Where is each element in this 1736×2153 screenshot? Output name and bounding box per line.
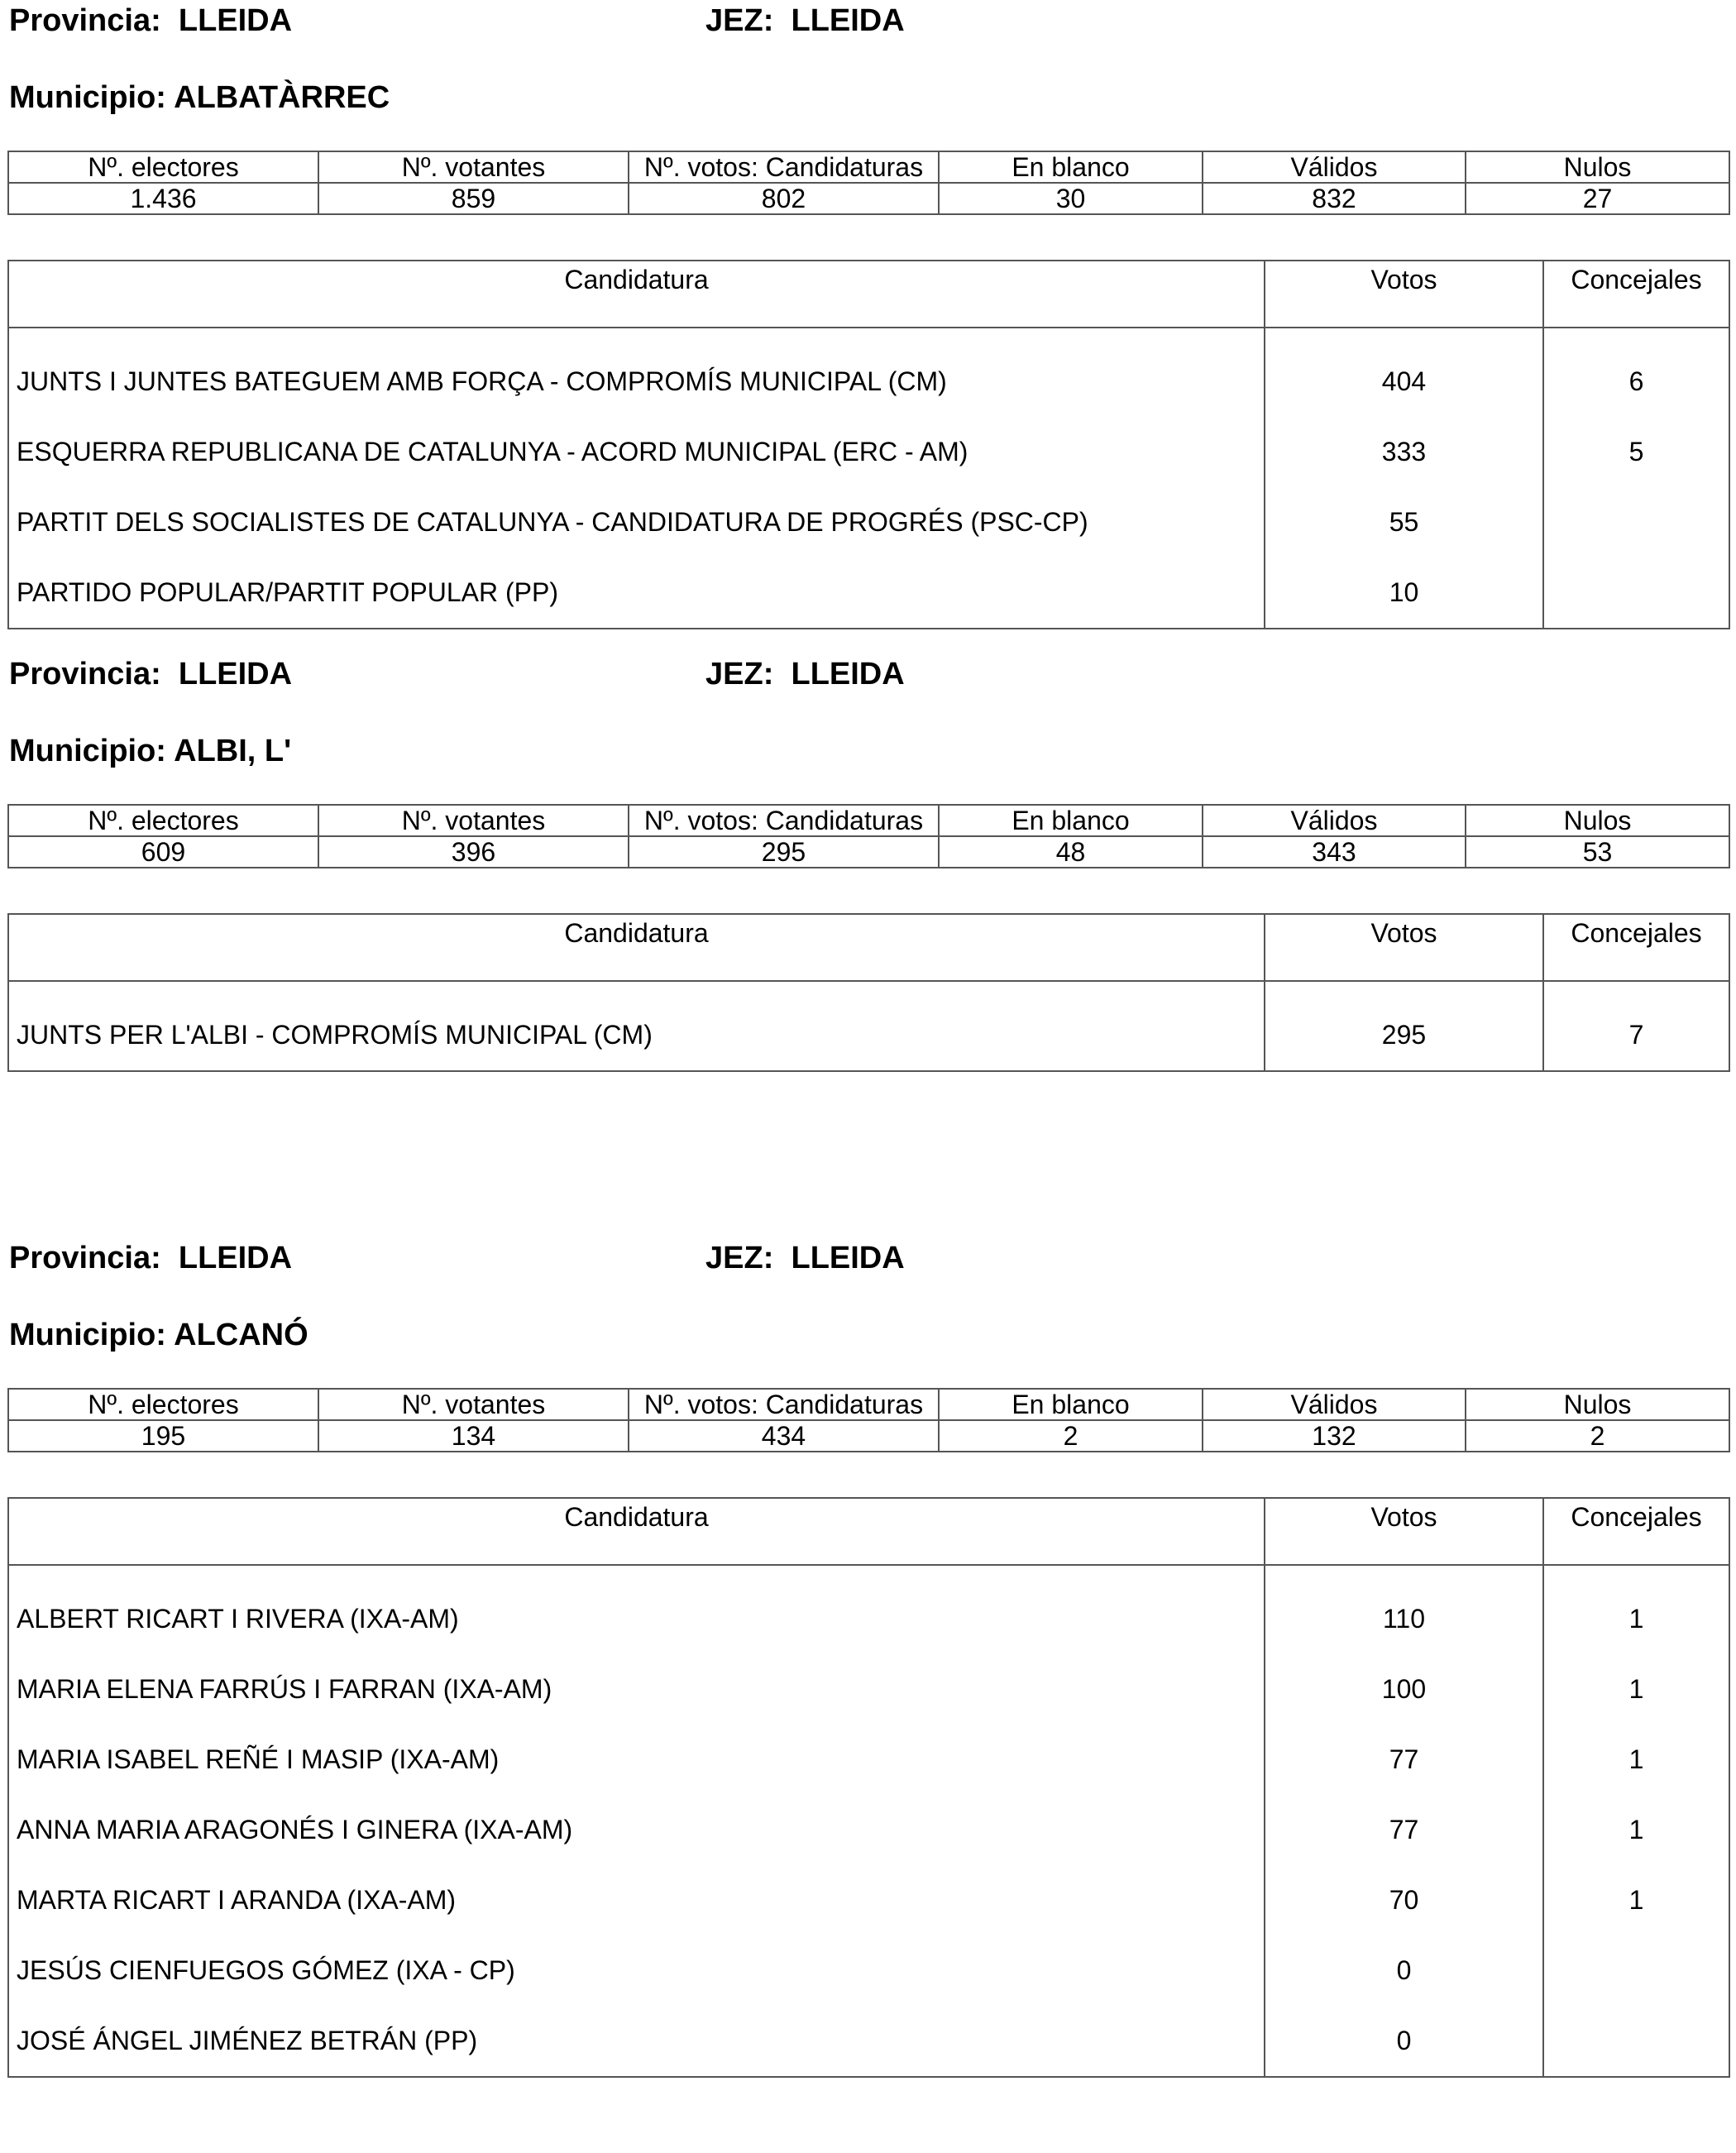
stats-votantes: 396 (318, 836, 629, 868)
stats-header-votos-candidaturas: Nº. votos: Candidaturas (629, 805, 939, 836)
provincia-label: Provincia: (9, 657, 161, 691)
municipio-heading (9, 733, 291, 769)
candidate-votos: 404 (1265, 328, 1543, 417)
stats-header-electores: Nº. electores (8, 1389, 318, 1420)
candidate-name: ANNA MARIA ARAGONÉS I GINERA (IXA-AM) (8, 1795, 1265, 1865)
jez-heading (705, 656, 905, 692)
candidate-votos: 10 (1265, 557, 1543, 629)
candidate-votos: 110 (1265, 1565, 1543, 1654)
stats-validos: 132 (1203, 1420, 1466, 1452)
candidate-name: PARTIT DELS SOCIALISTES DE CATALUNYA - CANDIDATURA DE PROGRÉS (PSC-CP) (8, 487, 1265, 557)
stats-table (7, 1388, 1730, 1452)
candidate-concejales: 1 (1543, 1654, 1729, 1725)
municipio-label: Municipio: (9, 1318, 166, 1352)
candidate-row (8, 1935, 1729, 2006)
stats-en-blanco: 30 (939, 183, 1203, 214)
candidate-concejales: 5 (1543, 417, 1729, 487)
stats-votos-candidaturas: 295 (629, 836, 939, 868)
candidate-row (8, 557, 1729, 629)
municipio-value: ALCANÓ (174, 1318, 308, 1352)
candidate-concejales (1543, 487, 1729, 557)
candidate-name: JESÚS CIENFUEGOS GÓMEZ (IXA - CP) (8, 1935, 1265, 2006)
candidate-row (8, 328, 1729, 417)
candidate-votos: 70 (1265, 1865, 1543, 1935)
candidate-votos: 77 (1265, 1795, 1543, 1865)
stats-electores: 1.436 (8, 183, 318, 214)
stats-nulos: 2 (1466, 1420, 1729, 1452)
jez-label: JEZ: (705, 3, 774, 38)
candidatura-header: Candidatura (8, 914, 1265, 981)
stats-votantes: 859 (318, 183, 629, 214)
stats-en-blanco: 2 (939, 1420, 1203, 1452)
stats-header-votantes: Nº. votantes (318, 805, 629, 836)
provincia-label: Provincia: (9, 3, 161, 38)
candidate-name: JUNTS PER L'ALBI - COMPROMÍS MUNICIPAL (CM) (8, 981, 1265, 1071)
candidate-concejales: 6 (1543, 328, 1729, 417)
candidate-row (8, 1725, 1729, 1795)
municipio-label: Municipio: (9, 734, 166, 768)
stats-nulos: 27 (1466, 183, 1729, 214)
candidates-table (7, 1497, 1730, 2078)
candidates-table (7, 260, 1730, 629)
candidate-name: MARIA ISABEL REÑÉ I MASIP (IXA-AM) (8, 1725, 1265, 1795)
stats-votos-candidaturas: 802 (629, 183, 939, 214)
stats-header-en-blanco: En blanco (939, 805, 1203, 836)
municipio-value: ALBI, L' (174, 734, 292, 768)
stats-nulos: 53 (1466, 836, 1729, 868)
candidate-concejales: 1 (1543, 1565, 1729, 1654)
candidate-name: MARTA RICART I ARANDA (IXA-AM) (8, 1865, 1265, 1935)
stats-header-nulos: Nulos (1466, 151, 1729, 183)
candidate-row (8, 981, 1729, 1071)
concejales-header: Concejales (1543, 1498, 1729, 1565)
candidate-concejales (1543, 2006, 1729, 2077)
stats-header-nulos: Nulos (1466, 1389, 1729, 1420)
municipio-value: ALBATÀRREC (174, 80, 390, 115)
stats-header-electores: Nº. electores (8, 151, 318, 183)
municipio-heading (9, 79, 390, 116)
stats-header-votos-candidaturas: Nº. votos: Candidaturas (629, 1389, 939, 1420)
provincia-heading (9, 2, 292, 39)
votos-header: Votos (1265, 261, 1543, 328)
candidate-row (8, 1865, 1729, 1935)
stats-header-votantes: Nº. votantes (318, 1389, 629, 1420)
stats-header-row (8, 151, 1729, 183)
stats-validos: 832 (1203, 183, 1466, 214)
provincia-value: LLEIDA (178, 3, 293, 38)
stats-header-votantes: Nº. votantes (318, 151, 629, 183)
stats-table (7, 804, 1730, 868)
stats-header-row (8, 805, 1729, 836)
stats-votantes: 134 (318, 1420, 629, 1452)
candidates-header-row (8, 261, 1729, 328)
stats-value-row (8, 836, 1729, 868)
stats-value-row (8, 1420, 1729, 1452)
stats-table (7, 151, 1730, 215)
jez-label: JEZ: (705, 657, 774, 691)
stats-en-blanco: 48 (939, 836, 1203, 868)
provincia-value: LLEIDA (178, 657, 293, 691)
municipio-heading (9, 1317, 308, 1353)
jez-label: JEZ: (705, 1241, 774, 1275)
jez-value: LLEIDA (791, 657, 905, 691)
jez-heading (705, 2, 905, 39)
candidate-row (8, 1565, 1729, 1654)
candidate-votos: 100 (1265, 1654, 1543, 1725)
candidate-name: MARIA ELENA FARRÚS I FARRAN (IXA-AM) (8, 1654, 1265, 1725)
jez-value: LLEIDA (791, 1241, 905, 1275)
candidate-row (8, 487, 1729, 557)
candidate-votos: 0 (1265, 1935, 1543, 2006)
provincia-heading (9, 656, 292, 692)
candidate-concejales: 1 (1543, 1725, 1729, 1795)
concejales-header: Concejales (1543, 261, 1729, 328)
candidate-concejales (1543, 557, 1729, 629)
candidate-votos: 333 (1265, 417, 1543, 487)
provincia-value: LLEIDA (178, 1241, 293, 1275)
candidate-name: PARTIDO POPULAR/PARTIT POPULAR (PP) (8, 557, 1265, 629)
stats-header-validos: Válidos (1203, 805, 1466, 836)
provincia-label: Provincia: (9, 1241, 161, 1275)
candidate-votos: 295 (1265, 981, 1543, 1071)
municipio-label: Municipio: (9, 80, 166, 115)
stats-header-row (8, 1389, 1729, 1420)
candidates-header-row (8, 914, 1729, 981)
candidate-concejales: 1 (1543, 1795, 1729, 1865)
candidate-concejales: 1 (1543, 1865, 1729, 1935)
candidate-votos: 55 (1265, 487, 1543, 557)
stats-header-nulos: Nulos (1466, 805, 1729, 836)
stats-header-electores: Nº. electores (8, 805, 318, 836)
candidate-concejales (1543, 1935, 1729, 2006)
candidatura-header: Candidatura (8, 1498, 1265, 1565)
candidates-header-row (8, 1498, 1729, 1565)
votos-header: Votos (1265, 914, 1543, 981)
candidate-votos: 77 (1265, 1725, 1543, 1795)
candidate-name: ESQUERRA REPUBLICANA DE CATALUNYA - ACORD MUNICIPAL (ERC - AM) (8, 417, 1265, 487)
candidate-name: ALBERT RICART I RIVERA (IXA-AM) (8, 1565, 1265, 1654)
jez-value: LLEIDA (791, 3, 905, 38)
stats-header-en-blanco: En blanco (939, 151, 1203, 183)
votos-header: Votos (1265, 1498, 1543, 1565)
stats-header-validos: Válidos (1203, 151, 1466, 183)
candidate-votos: 0 (1265, 2006, 1543, 2077)
provincia-heading (9, 1240, 292, 1276)
candidate-row (8, 1654, 1729, 1725)
candidatura-header: Candidatura (8, 261, 1265, 328)
candidates-table (7, 913, 1730, 1072)
candidate-name: JUNTS I JUNTES BATEGUEM AMB FORÇA - COMPROMÍS MUNICIPAL (CM) (8, 328, 1265, 417)
candidate-row (8, 417, 1729, 487)
stats-header-en-blanco: En blanco (939, 1389, 1203, 1420)
candidate-concejales: 7 (1543, 981, 1729, 1071)
candidate-row (8, 1795, 1729, 1865)
stats-value-row (8, 183, 1729, 214)
stats-header-validos: Válidos (1203, 1389, 1466, 1420)
concejales-header: Concejales (1543, 914, 1729, 981)
stats-electores: 195 (8, 1420, 318, 1452)
stats-votos-candidaturas: 434 (629, 1420, 939, 1452)
candidate-row (8, 2006, 1729, 2077)
candidate-name: JOSÉ ÁNGEL JIMÉNEZ BETRÁN (PP) (8, 2006, 1265, 2077)
stats-header-votos-candidaturas: Nº. votos: Candidaturas (629, 151, 939, 183)
jez-heading (705, 1240, 905, 1276)
stats-validos: 343 (1203, 836, 1466, 868)
stats-electores: 609 (8, 836, 318, 868)
